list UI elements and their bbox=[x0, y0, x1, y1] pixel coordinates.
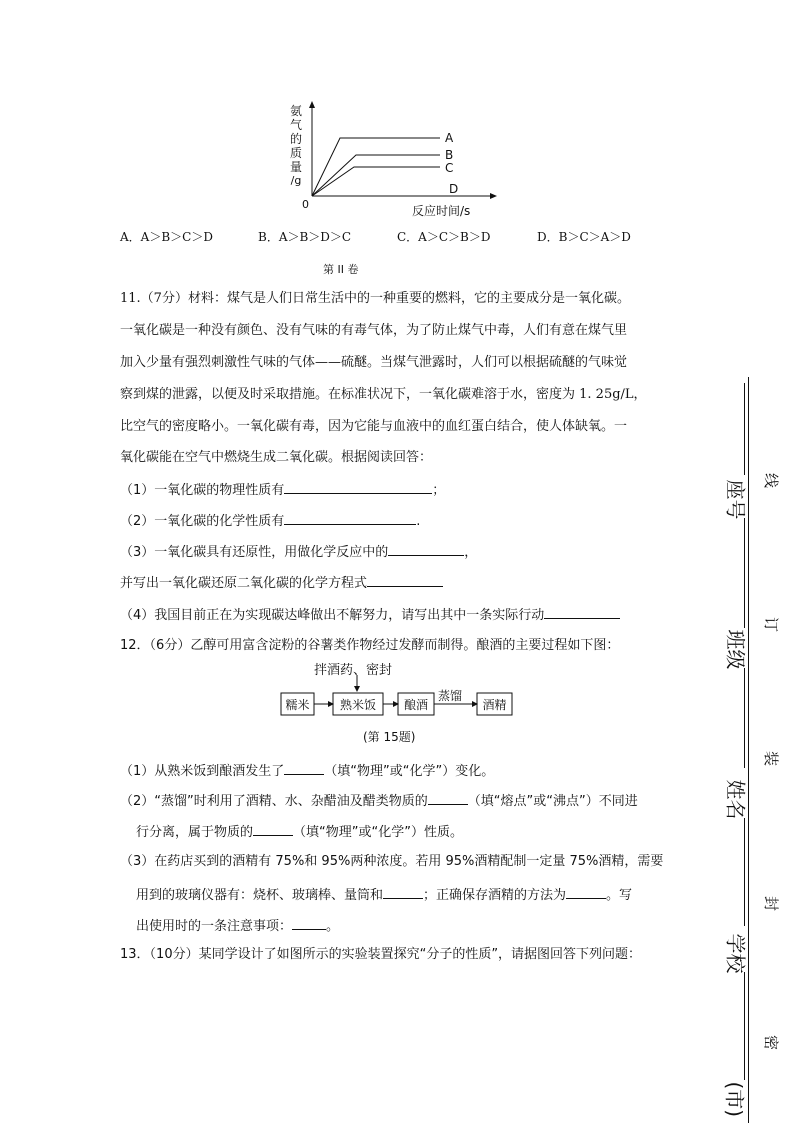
q12-sub3c: 出使用时的一条注意事项： 。 bbox=[136, 919, 340, 934]
answer-blank[interactable] bbox=[284, 481, 432, 494]
q11-sub3b: 并写出一氧化碳还原二氧化碳的化学方程式 bbox=[120, 574, 443, 592]
answer-blank[interactable] bbox=[253, 823, 293, 836]
q11-sub2: （2）一氧化碳的化学性质有 . bbox=[120, 514, 421, 529]
flow-top-label: 拌酒药、密封 bbox=[314, 663, 393, 678]
flow-box-2: 熟米饭 bbox=[339, 698, 376, 712]
seal-char-line: 线 bbox=[762, 472, 781, 489]
class-label: 班级 bbox=[723, 629, 748, 670]
answer-blank[interactable] bbox=[388, 543, 464, 556]
answer-blank[interactable] bbox=[292, 917, 326, 930]
seal-char-secret: 密 bbox=[762, 1034, 781, 1051]
school-label: 学校 bbox=[723, 933, 748, 974]
answer-blank[interactable] bbox=[284, 762, 324, 775]
q12-sub3b: 用到的玻璃仪器有：烧杯、玻璃棒、量筒和 ；正确保存酒精的方法为 。写 bbox=[136, 888, 633, 903]
answer-blank[interactable] bbox=[544, 606, 620, 619]
curve-label-a: A bbox=[445, 131, 454, 145]
answer-blank[interactable] bbox=[566, 886, 606, 899]
curve-label-d: D bbox=[449, 182, 459, 196]
curve-b bbox=[312, 155, 440, 196]
field-line bbox=[744, 818, 745, 926]
curve-label-c: C bbox=[445, 161, 454, 175]
seat-number-label: 座号 bbox=[723, 479, 748, 520]
q11-sub3: （3）一氧化碳具有还原性，用做化学反应中的 ， bbox=[120, 545, 478, 560]
field-line bbox=[744, 668, 745, 768]
seal-char-mount: 装 bbox=[762, 750, 781, 767]
q11-line-5: 比空气的密度略小。一氧化碳有毒，因为它能与血液中的血红蛋白结合，使人体缺氧。一 bbox=[120, 419, 628, 434]
section-title: 第 II 卷 bbox=[323, 263, 359, 276]
flow-box-4: 酒精 bbox=[482, 698, 507, 712]
q11-line-1: 11.（7分）材料：煤气是人们日常生活中的一种重要的燃料，它的主要成分是一氧化碳。 bbox=[120, 291, 630, 306]
flow-arrow-label: 蒸馏 bbox=[438, 689, 463, 703]
field-line bbox=[744, 383, 745, 475]
q11-line-4: 察到煤的泄露，以便及时采取措施。在标准状况下，一氧化碳难溶于水，密度为 1. 25g/L， bbox=[120, 387, 647, 402]
q13-stem: 13．（10分）某同学设计了如图所示的实验装置探究“分子的性质”，请据图回答下列问题： bbox=[120, 947, 642, 962]
name-label: 姓名 bbox=[723, 779, 748, 820]
q11-line-6: 氧化碳能在空气中燃烧生成二氧化碳。根据阅读回答： bbox=[120, 450, 433, 465]
curve-label-b: B bbox=[445, 148, 454, 162]
curve-c bbox=[312, 167, 440, 196]
city-label: (市) bbox=[722, 1081, 747, 1118]
q12-sub2b: 行分离，属于物质的 （填“物理”或“化学”）性质。 bbox=[136, 825, 463, 840]
origin-label: 0 bbox=[302, 198, 309, 211]
q12-sub1: （1）从熟米饭到酿酒发生了 （填“物理”或“化学”）变化。 bbox=[120, 764, 495, 779]
q12-sub2a: （2）“蒸馏”时利用了酒精、水、杂醋油及醋类物质的 （填“熔点”或“沸点”）不同进 bbox=[120, 794, 638, 809]
q12-sub3a: （3）在药店买到的酒精有 75%和 95%两种浓度。若用 95%酒精配制一定量 75%酒精，需要 bbox=[120, 854, 664, 869]
flow-caption: (第 15题) bbox=[363, 730, 416, 744]
answer-blank[interactable] bbox=[383, 886, 423, 899]
option-d: D．B＞C＞A＞D bbox=[537, 230, 631, 244]
seal-char-seal: 封 bbox=[762, 895, 781, 912]
option-b: B．A＞B＞D＞C bbox=[258, 230, 352, 244]
q11-sub4: （4）我国目前正在为实现碳达峰做出不解努力，请写出其中一条实际行动 bbox=[120, 606, 620, 624]
q11-line-2: 一氧化碳是一种没有颜色、没有气味的有毒气体，为了防止煤气中毒，人们有意在煤气里 bbox=[120, 323, 628, 338]
q11-line-3: 加入少量有强烈刺激性气味的气体——硫醚。当煤气泄露时，人们可以根据硫醚的气味觉 bbox=[120, 355, 628, 370]
option-a: A．A＞B＞C＞D bbox=[120, 230, 213, 244]
option-c: C．A＞C＞B＞D bbox=[397, 230, 491, 244]
answer-blank[interactable] bbox=[367, 574, 443, 587]
seal-char-bind: 订 bbox=[762, 616, 781, 633]
field-line bbox=[744, 972, 745, 1080]
flow-box-1: 糯米 bbox=[285, 698, 310, 712]
y-axis-label: 氨 气 的 质 量 /g bbox=[289, 104, 302, 187]
answer-blank[interactable] bbox=[284, 512, 416, 525]
x-axis-label: 反应时间/s bbox=[412, 204, 471, 218]
answer-blank[interactable] bbox=[428, 792, 468, 805]
flow-box-3: 酿酒 bbox=[403, 698, 428, 712]
reaction-graph bbox=[282, 100, 502, 218]
q12-stem: 12．（6分）乙醇可用富含淀粉的谷薯类作物经过发酵而制得。酿酒的主要过程如下图： bbox=[120, 638, 620, 653]
q11-sub1: （1）一氧化碳的物理性质有 ； bbox=[120, 483, 446, 498]
field-line bbox=[744, 518, 745, 628]
